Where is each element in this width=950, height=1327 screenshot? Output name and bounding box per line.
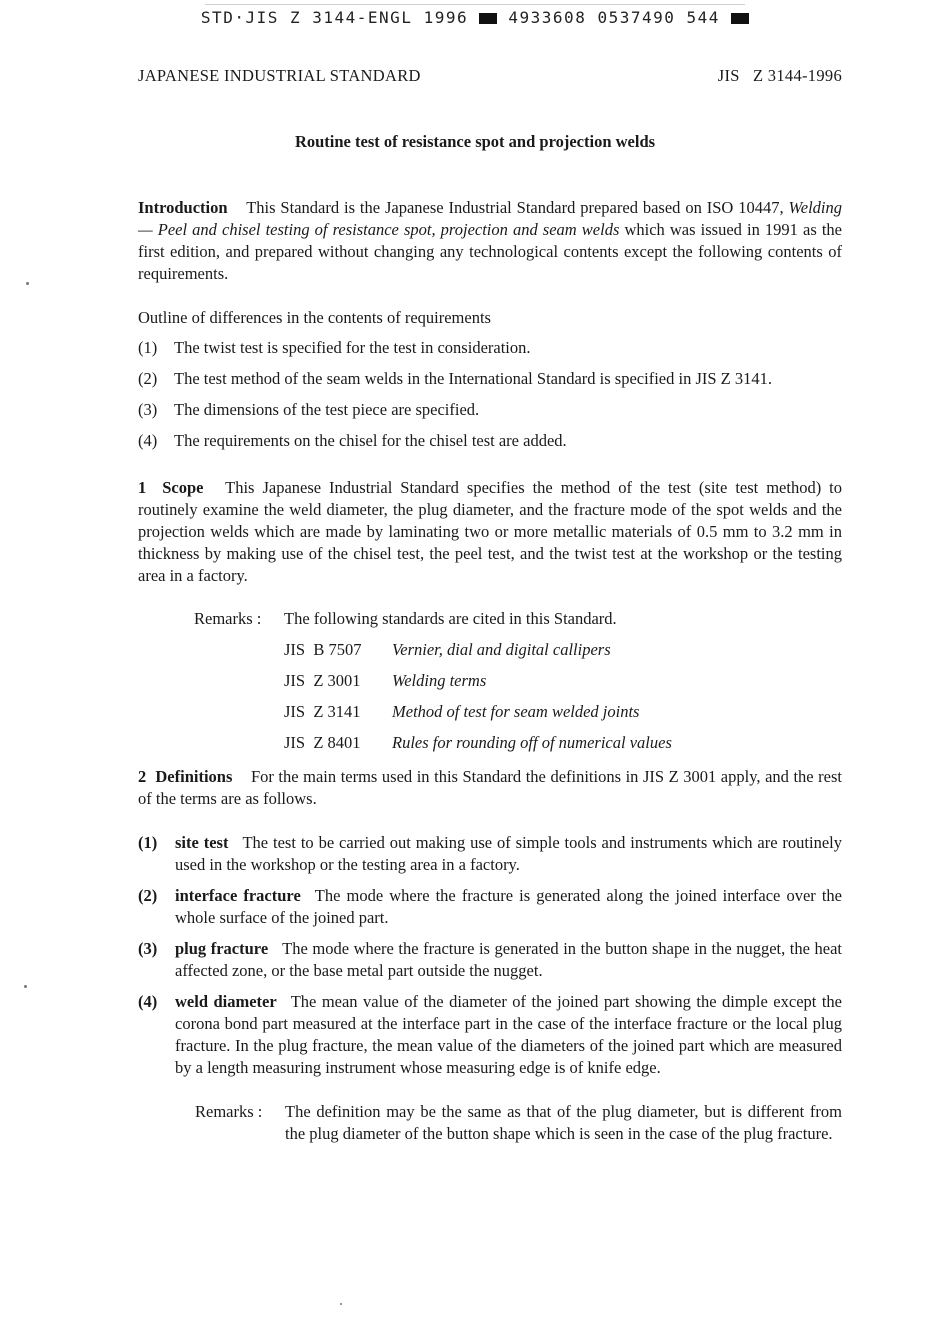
standard-title: Welding terms — [392, 671, 487, 690]
document-stamp — [0, 8, 950, 27]
remarks-text: The definition may be the same as that of the plug diameter, but is different from the plug diameter of the button shape which is seen in the case of the plug fracture. — [285, 1102, 842, 1143]
list-item-number: (1) — [138, 338, 158, 357]
definition-text: The test to be carried out making use of simple tools and instruments which are routinely used in the workshop or the testing area in a factory. — [175, 833, 843, 874]
standard-title: Vernier, dial and digital callipers — [392, 640, 611, 659]
list-item — [138, 368, 842, 390]
definition-text: The mode where the fracture is generated along the joined interface over the whole surface of the joined part. — [175, 886, 842, 927]
definitions-paragraph — [138, 766, 842, 810]
document-body — [138, 197, 842, 1145]
list-item-text: The twist test is specified for the test in consideration. — [174, 338, 531, 357]
definition-term: site test — [175, 833, 229, 852]
standard-title: Method of test for seam welded joints — [392, 702, 640, 721]
definition-term: plug fracture — [175, 939, 269, 958]
introduction-paragraph — [138, 197, 842, 285]
list-item — [138, 430, 842, 452]
definition-term: interface fracture — [175, 886, 301, 905]
scope-heading: Scope — [162, 478, 204, 497]
remarks-label: Remarks : — [194, 609, 262, 628]
scan-speck — [340, 1303, 342, 1305]
definitions-list — [138, 832, 842, 1079]
list-item-text: The requirements on the chisel for the chisel test are added. — [174, 431, 567, 450]
stamp-code-2: 544 — [686, 8, 720, 27]
definition-number: (2) — [138, 886, 158, 905]
iso-title: Welding — Peel and chisel testing of resistance spot, projection and seam welds — [138, 198, 843, 239]
scan-rule — [205, 4, 745, 5]
standard-code: JIS Z 8401 — [284, 733, 361, 752]
definition-text: The mode where the fracture is generated in the button shape in the nugget, the heat affected zone, or the base metal part outside the nugget. — [175, 939, 842, 980]
definition-remarks — [195, 1101, 842, 1145]
scope-paragraph — [138, 477, 842, 587]
definition-number: (4) — [138, 992, 158, 1011]
list-item — [138, 399, 842, 421]
header-standard-number: JIS Z 3144-1996 — [717, 66, 842, 85]
scan-speck — [24, 985, 27, 988]
introduction-text-before: This Standard is the Japanese Industrial Standard prepared based on ISO 10447, — [246, 198, 784, 217]
definition-item — [138, 938, 842, 982]
remarks-label: Remarks : — [195, 1102, 263, 1121]
definitions-heading: Definitions — [155, 767, 233, 786]
outline-title: Outline of differences in the contents of requirements — [138, 308, 491, 327]
definition-item — [138, 832, 842, 876]
header-standard-type: JAPANESE INDUSTRIAL STANDARD — [138, 66, 421, 85]
list-item-text: The dimensions of the test piece are specified. — [174, 400, 480, 419]
scan-speck — [26, 282, 29, 285]
definitions-number: 2 — [138, 767, 147, 786]
outline-list — [138, 337, 842, 452]
cited-standards-list — [284, 639, 842, 754]
cited-standard — [284, 732, 842, 754]
introduction-heading: Introduction — [138, 198, 228, 217]
list-item — [138, 337, 842, 359]
introduction-text-after: which was issued in 1991 as the first edition, and prepared without changing any technological contents except the following contents of requirements. — [138, 220, 842, 283]
page-header — [138, 66, 842, 86]
definition-text: The mean value of the diameter of the joined part showing the dimple except the corona bond part measured at the interface part in the case of the interface fracture or the local plug fracture. In the plug fracture, the mean value of the diameters of the joined part which are measured by a length measuring instrument whose measuring edge is of knife edge. — [175, 992, 842, 1077]
cited-standard — [284, 670, 842, 692]
definitions-text: For the main terms used in this Standard the definitions in JIS Z 3001 apply, and the rest of the terms are as follows. — [138, 767, 843, 808]
cited-standard — [284, 701, 842, 723]
definition-item — [138, 885, 842, 929]
list-item-text: The test method of the seam welds in the International Standard is specified in JIS Z 3141. — [174, 369, 772, 388]
stamp-code-1: 4933608 0537490 — [508, 8, 676, 27]
list-item-number: (2) — [138, 369, 158, 388]
definition-item — [138, 991, 842, 1079]
cited-standards-remarks — [194, 608, 842, 630]
definition-number: (3) — [138, 939, 158, 958]
list-item-number: (3) — [138, 400, 158, 419]
scope-text: This Japanese Industrial Standard specifies the method of the test (site test method) to routinely examine the weld diameter, the plug diameter, and the fracture mode of the spot welds and the projection welds which are made by laminating two or more metallic materials of 0.5 mm to 3.2 mm in thickness by making use of the chisel test, the peel test, and the twist test at the workshop or the testing area in a factory. — [138, 478, 843, 585]
stamp-prefix: STD·JIS Z 3144-ENGL 1996 — [200, 8, 469, 27]
stamp-block-mark — [479, 13, 497, 24]
standard-code: JIS Z 3141 — [284, 702, 361, 721]
cited-standard — [284, 639, 842, 661]
definition-number: (1) — [138, 833, 158, 852]
list-item-number: (4) — [138, 431, 158, 450]
definition-term: weld diameter — [175, 992, 277, 1011]
scope-number: 1 — [138, 478, 147, 497]
document-title: Routine test of resistance spot and projection welds — [294, 132, 656, 151]
stamp-block-mark — [731, 13, 749, 24]
remarks-text: The following standards are cited in this Standard. — [284, 609, 617, 628]
standard-code: JIS Z 3001 — [284, 671, 361, 690]
standard-code: JIS B 7507 — [284, 640, 362, 659]
standard-title: Rules for rounding off of numerical values — [392, 733, 672, 752]
